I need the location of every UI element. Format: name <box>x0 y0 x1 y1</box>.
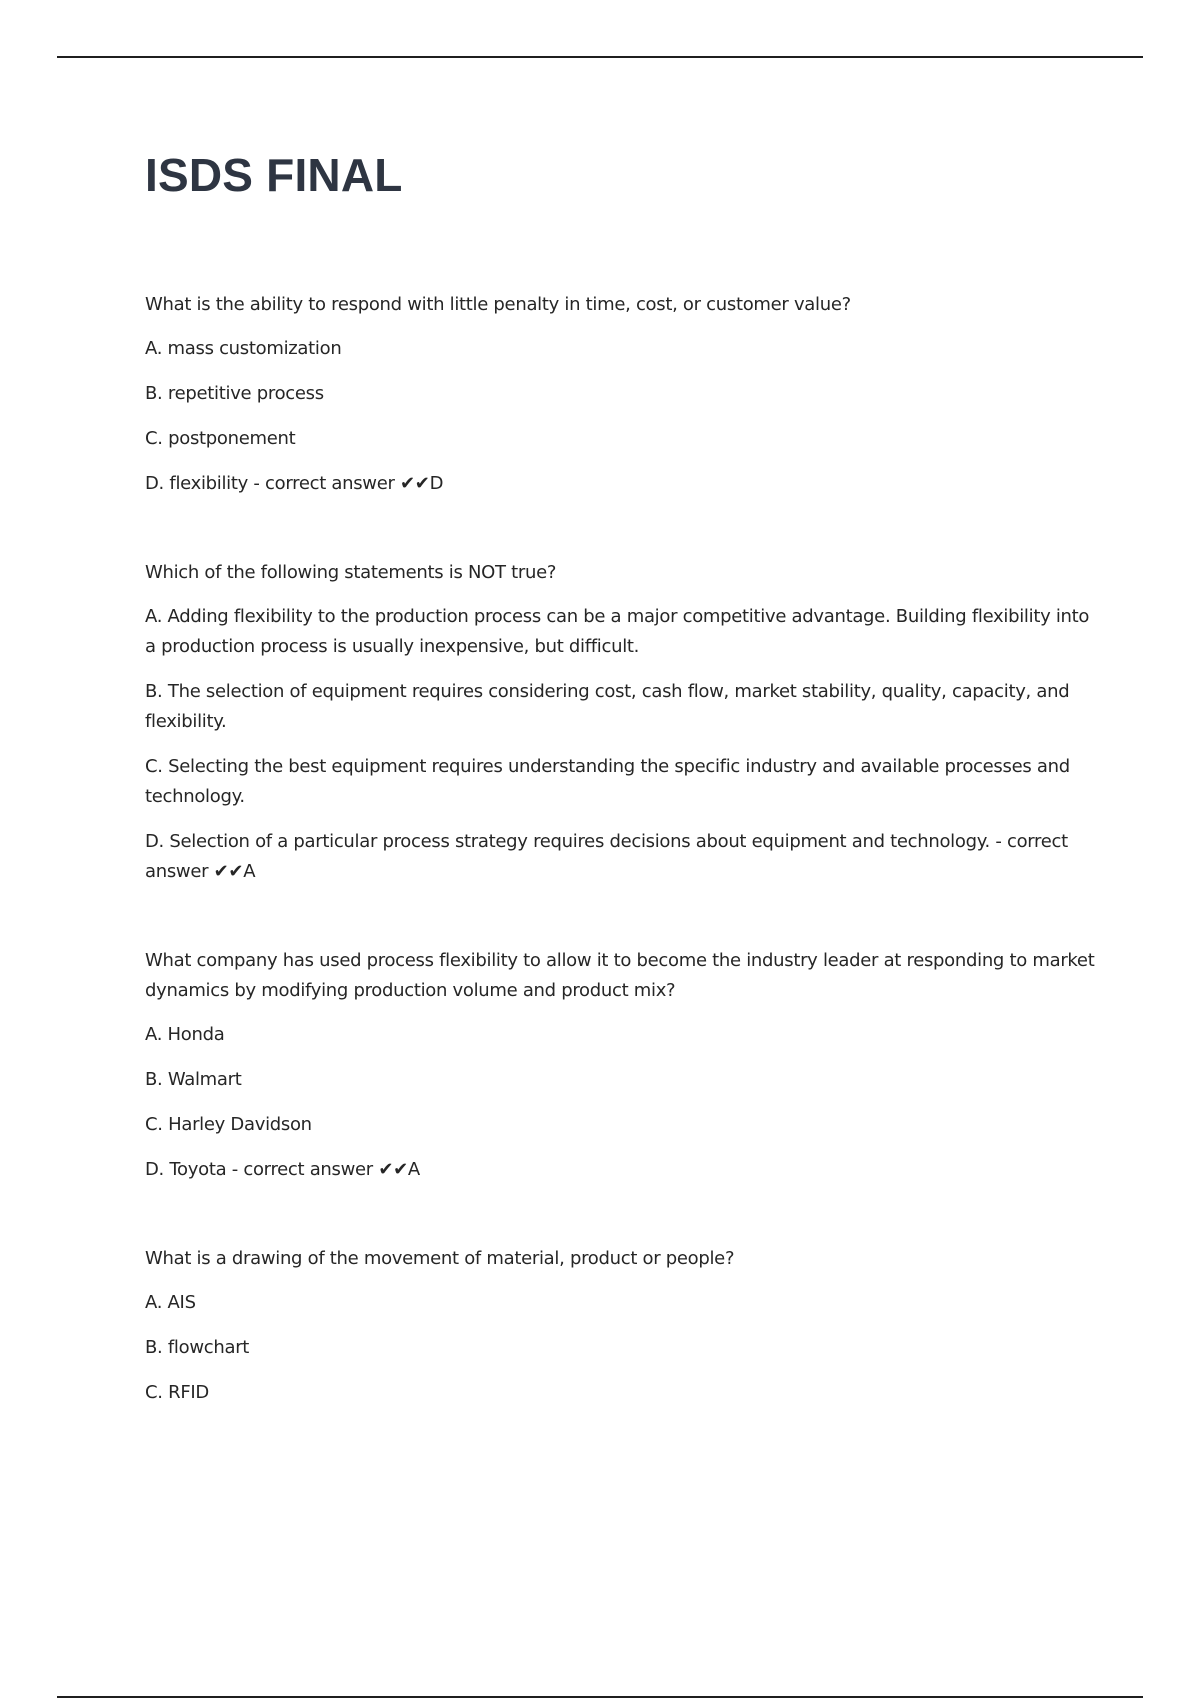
answer-option: C. Selecting the best equipment requires understanding the specific industry and available processes and technology. <box>145 756 1070 807</box>
question-text: What is a drawing of the movement of material, product or people? <box>145 1248 735 1269</box>
bottom-divider <box>57 1696 1143 1698</box>
answer-option: A. Adding flexibility to the production process can be a major competitive advantage. Building flexibility into a production process is usually inexpensive, but difficult. <box>145 606 1090 657</box>
question-text: What is the ability to respond with little penalty in time, cost, or customer value? <box>145 294 851 315</box>
answer-option-correct: D. Toyota - correct answer ✔✔A <box>145 1159 420 1180</box>
answer-option: C. postponement <box>145 428 296 449</box>
answer-option: B. Walmart <box>145 1069 242 1090</box>
answer-option-correct: D. flexibility - correct answer ✔✔D <box>145 473 444 494</box>
answer-option: A. Honda <box>145 1024 225 1045</box>
document-title: ISDS FINAL <box>145 149 403 201</box>
answer-option: A. mass customization <box>145 338 342 359</box>
question-list <box>145 290 1095 1467</box>
question-block-4 <box>145 1244 1095 1408</box>
answer-option: C. RFID <box>145 1382 209 1403</box>
answer-option: B. flowchart <box>145 1337 250 1358</box>
top-divider <box>57 56 1143 58</box>
answer-option: B. The selection of equipment requires considering cost, cash flow, market stability, quality, capacity, and flexibility. <box>145 681 1070 732</box>
answer-option-correct: D. Selection of a particular process strategy requires decisions about equipment and technology. - correct answer ✔✔A <box>145 831 1068 882</box>
answer-option: C. Harley Davidson <box>145 1114 312 1135</box>
answer-option: A. AIS <box>145 1292 196 1313</box>
question-block-2 <box>145 558 1095 887</box>
question-text: What company has used process flexibility to allow it to become the industry leader at responding to market dynamics by modifying production volume and product mix? <box>145 950 1095 1001</box>
question-text: Which of the following statements is NOT true? <box>145 562 557 583</box>
question-block-3 <box>145 946 1095 1185</box>
answer-option: B. repetitive process <box>145 383 324 404</box>
question-block-1 <box>145 290 1095 499</box>
